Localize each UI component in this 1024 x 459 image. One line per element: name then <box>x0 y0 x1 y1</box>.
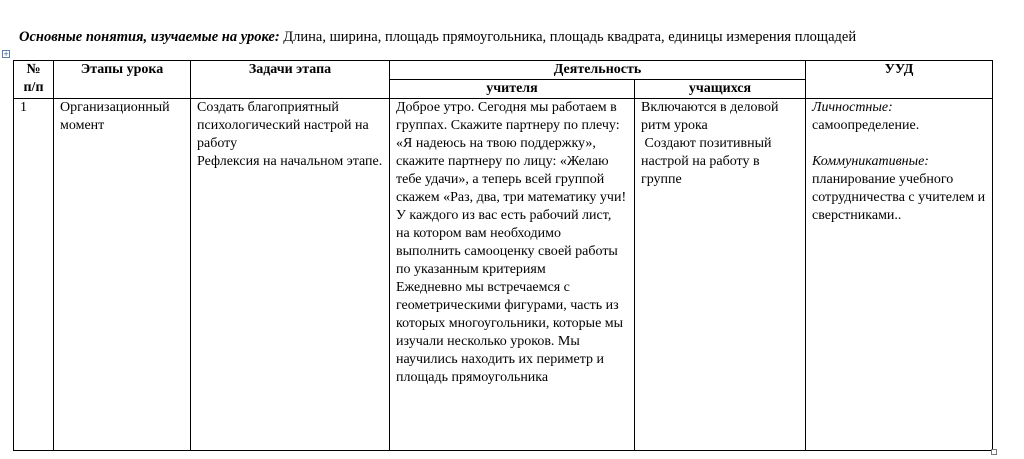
table-resize-handle[interactable] <box>991 449 997 455</box>
uud-communicative-label: Коммуникативные: <box>812 154 929 169</box>
col-header-teacher: учителя <box>390 80 635 99</box>
teacher-paragraph: У каждого из вас есть рабочий лист, на котором вам необходимо выполнить самооценку своей работы по указанным критериям <box>396 208 618 277</box>
uud-personal-text: самоопределение. <box>812 118 920 133</box>
cell-stage: Организационный момент <box>54 99 191 451</box>
teacher-paragraph: Доброе утро. Сегодня мы работаем в группах. Скажите партнеру по плечу: «Я надеюсь на твою поддержку», скажите партнеру по лицу: «Желаю тебе удачи», а теперь всей группой скажем «Раз, два, три математику учи! <box>396 100 627 205</box>
col-header-activity: Деятельность <box>390 61 806 80</box>
col-header-number: № п/п <box>14 61 54 99</box>
uud-personal-label: Личностные: <box>812 100 893 115</box>
task-line: Создать благоприятный психологический настрой на работу <box>197 100 369 151</box>
heading-lead: Основные понятия, изучаемые на уроке: <box>19 29 280 45</box>
header-row <box>14 61 993 80</box>
table-move-handle-icon[interactable]: + <box>3 50 9 58</box>
spacer <box>812 135 986 153</box>
task-line: Рефлексия на начальном этапе. <box>197 154 383 169</box>
col-header-stages: Этапы урока <box>54 61 191 99</box>
uud-communicative-text: планирование учебного сотрудничества с учителем и сверстниками.. <box>812 172 986 223</box>
lesson-concepts-heading <box>19 29 856 46</box>
col-header-tasks: Задачи этапа <box>191 61 390 99</box>
table-row <box>14 99 993 451</box>
col-header-uud: УУД <box>806 61 993 99</box>
students-paragraph: Создают позитивный настрой на работу в группе <box>641 136 775 187</box>
teacher-paragraph: Ежедневно мы встречаемся с геометрическими фигурами, часть из которых многоугольники, которые мы изучали несколько уроков. Мы научились находить их периметр и площадь прямоугольника <box>396 280 624 385</box>
cell-uud <box>806 99 993 451</box>
heading-text: Длина, ширина, площадь прямоугольника, площадь квадрата, единицы измерения площадей <box>279 29 857 45</box>
students-paragraph: Включаются в деловой ритм урока <box>641 100 779 133</box>
cell-tasks <box>191 99 390 451</box>
lesson-plan-table <box>13 60 993 451</box>
cell-students-activity <box>635 99 806 451</box>
cell-number: 1 <box>14 99 54 451</box>
cell-teacher-activity <box>390 99 635 451</box>
col-header-students: учащихся <box>635 80 806 99</box>
